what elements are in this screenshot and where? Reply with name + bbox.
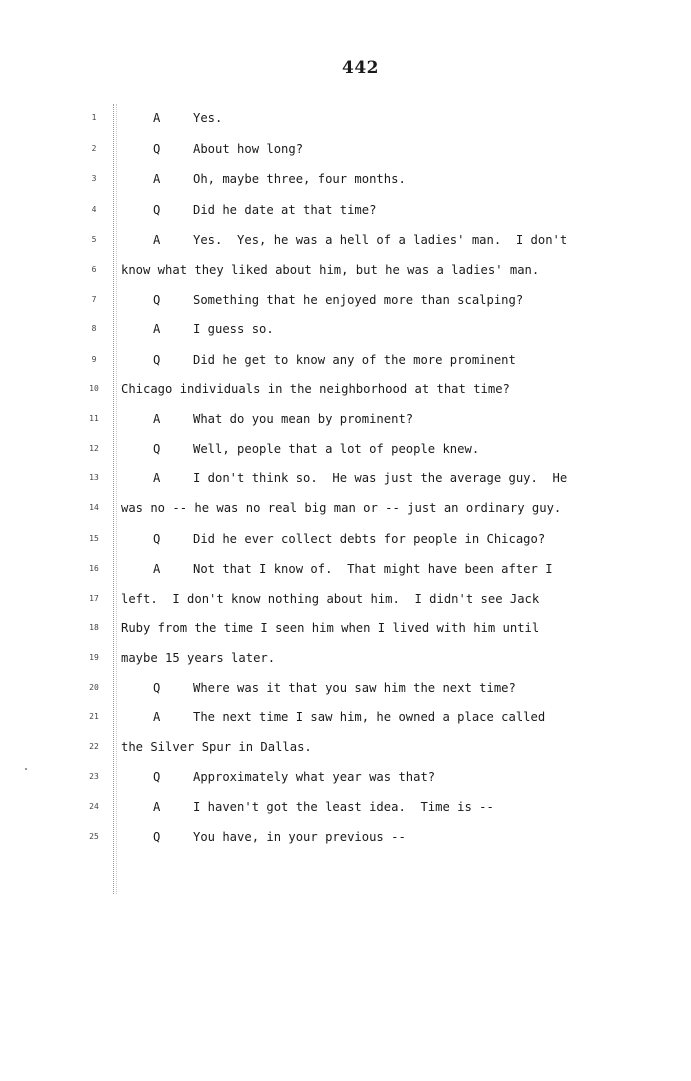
speaker-label: Q [153,770,161,784]
testimony-text: Something that he enjoyed more than scalping? [193,293,524,307]
testimony-continuation: Chicago individuals in the neighborhood at that time? [121,382,510,396]
testimony-text: Not that I know of. That might have been after I [193,562,553,576]
line-number: 5 [91,235,97,244]
line-number: 10 [89,384,99,393]
speaker-label: A [153,800,161,814]
transcript-line [0,647,691,669]
testimony-text: Well, people that a lot of people knew. [193,442,480,456]
line-number: 24 [89,802,99,811]
testimony-continuation: was no -- he was no real big man or -- just an ordinary guy. [121,501,562,515]
testimony-text: I don't think so. He was just the average guy. He [193,471,568,485]
speaker-label: A [153,412,161,426]
transcript-line [0,378,691,400]
transcript-line [0,766,691,788]
speaker-label: A [153,111,161,125]
transcript-line [0,497,691,519]
speaker-label: Q [153,532,161,546]
transcript-line [0,318,691,340]
testimony-text: I guess so. [193,322,274,336]
testimony-continuation: know what they liked about him, but he was a ladies' man. [121,263,540,277]
line-number: 4 [91,205,97,214]
line-number: 22 [89,742,99,751]
transcript-line [0,138,691,160]
testimony-text: Approximately what year was that? [193,770,436,784]
speaker-label: Q [153,353,161,367]
speaker-label: Q [153,293,161,307]
speaker-label: A [153,471,161,485]
speaker-label: A [153,172,161,186]
line-number: 25 [89,832,99,841]
transcript-line [0,107,691,129]
transcript-line [0,677,691,699]
transcript-line [0,736,691,758]
testimony-text: Yes. [193,111,223,125]
testimony-text: What do you mean by prominent? [193,412,414,426]
line-number: 21 [89,712,99,721]
testimony-text: The next time I saw him, he owned a place called [193,710,546,724]
transcript-line [0,826,691,848]
testimony-text: Where was it that you saw him the next time? [193,681,516,695]
testimony-continuation: Ruby from the time I seen him when I lived with him until [121,621,540,635]
testimony-text: Oh, maybe three, four months. [193,172,406,186]
speaker-label: Q [153,830,161,844]
line-number: 12 [89,444,99,453]
line-number: 1 [91,113,97,122]
testimony-text: Did he date at that time? [193,203,377,217]
line-number: 3 [91,174,97,183]
line-number: 15 [89,534,99,543]
speaker-label: Q [153,442,161,456]
transcript-line [0,588,691,610]
testimony-text: You have, in your previous -- [193,830,406,844]
speaker-label: A [153,710,161,724]
line-number: 11 [89,414,99,423]
transcript-line [0,289,691,311]
testimony-continuation: maybe 15 years later. [121,651,276,665]
testimony-text: Did he ever collect debts for people in Chicago? [193,532,546,546]
speaker-label: A [153,233,161,247]
line-number: 17 [89,594,99,603]
transcript-line [0,617,691,639]
transcript-line [0,229,691,251]
transcript-line [0,706,691,728]
speaker-label: Q [153,203,161,217]
transcript-line [0,558,691,580]
transcript-line [0,467,691,489]
line-number: 13 [89,473,99,482]
transcript-line [0,168,691,190]
testimony-continuation: the Silver Spur in Dallas. [121,740,312,754]
speaker-label: Q [153,681,161,695]
testimony-continuation: left. I don't know nothing about him. I didn't see Jack [121,592,540,606]
transcript-line [0,796,691,818]
line-number: 19 [89,653,99,662]
line-number: 7 [91,295,97,304]
line-number: 2 [91,144,97,153]
transcript-line [0,528,691,550]
line-number: 6 [91,265,97,274]
transcript-line [0,438,691,460]
page-number: 442 [342,58,379,78]
testimony-text: Yes. Yes, he was a hell of a ladies' man. I don't [193,233,568,247]
line-number: 20 [89,683,99,692]
speaker-label: A [153,562,161,576]
line-number: 14 [89,503,99,512]
transcript-line [0,199,691,221]
line-number: 16 [89,564,99,573]
speaker-label: A [153,322,161,336]
line-number: 8 [91,324,97,333]
transcript-line [0,259,691,281]
line-number: 18 [89,623,99,632]
line-number: 23 [89,772,99,781]
testimony-text: About how long? [193,142,304,156]
transcript-line [0,408,691,430]
line-number: 9 [91,355,97,364]
testimony-text: I haven't got the least idea. Time is -- [193,800,494,814]
speaker-label: Q [153,142,161,156]
testimony-text: Did he get to know any of the more prominent [193,353,516,367]
transcript-line [0,349,691,371]
